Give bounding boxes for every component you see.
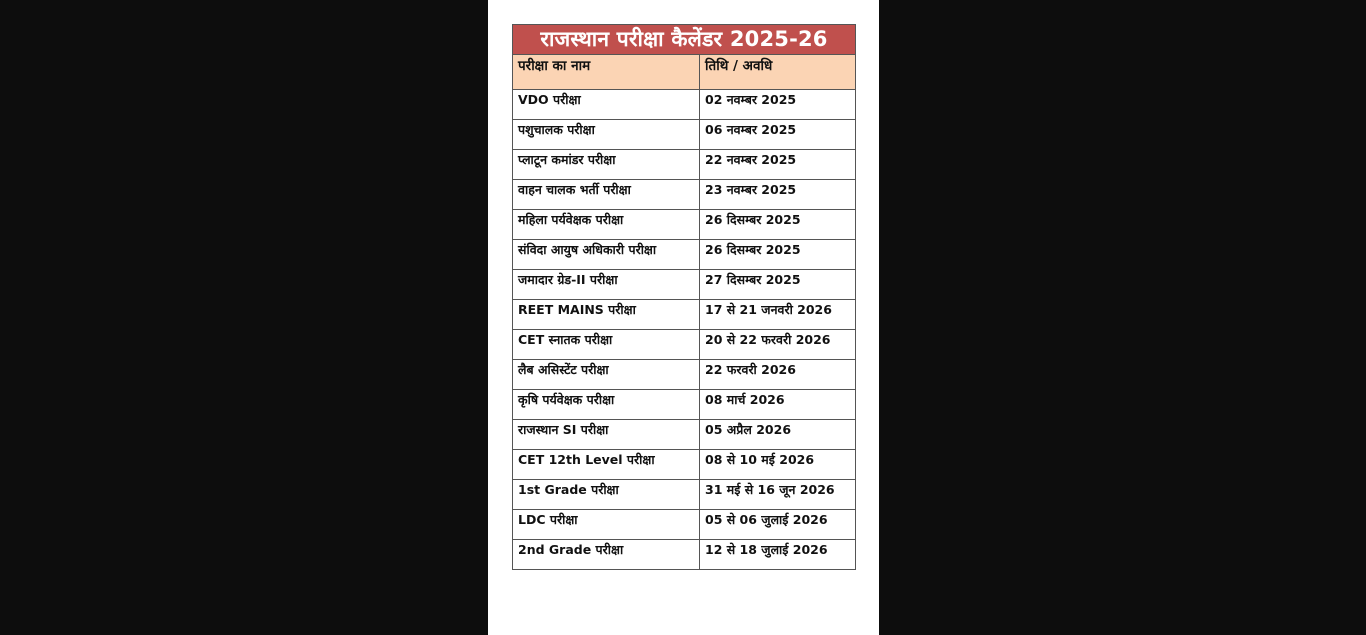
exam-date-cell: 05 अप्रैल 2026: [700, 420, 856, 450]
exam-date-cell: 23 नवम्बर 2025: [700, 180, 856, 210]
header-date: तिथि / अवधि: [700, 55, 856, 90]
exam-name-cell: कृषि पर्यवेक्षक परीक्षा: [513, 390, 700, 420]
table-row: [513, 180, 856, 210]
exam-name-cell: LDC परीक्षा: [513, 510, 700, 540]
exam-name-cell: राजस्थान SI परीक्षा: [513, 420, 700, 450]
exam-date-cell: 31 मई से 16 जून 2026: [700, 480, 856, 510]
table-row: [513, 210, 856, 240]
exam-date-cell: 26 दिसम्बर 2025: [700, 240, 856, 270]
exam-date-cell: 22 नवम्बर 2025: [700, 150, 856, 180]
exam-date-cell: 08 मार्च 2026: [700, 390, 856, 420]
title-row: [513, 25, 856, 55]
exam-date-cell: 06 नवम्बर 2025: [700, 120, 856, 150]
table-row: [513, 270, 856, 300]
table-row: [513, 480, 856, 510]
table-row: [513, 120, 856, 150]
exam-date-cell: 22 फरवरी 2026: [700, 360, 856, 390]
exam-date-cell: 26 दिसम्बर 2025: [700, 210, 856, 240]
exam-date-cell: 05 से 06 जुलाई 2026: [700, 510, 856, 540]
exam-calendar-table: [512, 24, 856, 570]
table-row: [513, 540, 856, 570]
table-row: [513, 90, 856, 120]
table-row: [513, 510, 856, 540]
exam-date-cell: 02 नवम्बर 2025: [700, 90, 856, 120]
table-row: [513, 300, 856, 330]
exam-date-cell: 17 से 21 जनवरी 2026: [700, 300, 856, 330]
exam-name-cell: पशुचालक परीक्षा: [513, 120, 700, 150]
exam-name-cell: 2nd Grade परीक्षा: [513, 540, 700, 570]
exam-date-cell: 20 से 22 फरवरी 2026: [700, 330, 856, 360]
table-row: [513, 360, 856, 390]
table-title: राजस्थान परीक्षा कैलेंडर 2025-26: [513, 25, 856, 55]
exam-date-cell: 12 से 18 जुलाई 2026: [700, 540, 856, 570]
exam-date-cell: 27 दिसम्बर 2025: [700, 270, 856, 300]
table-row: [513, 150, 856, 180]
exam-date-cell: 08 से 10 मई 2026: [700, 450, 856, 480]
exam-name-cell: संविदा आयुष अधिकारी परीक्षा: [513, 240, 700, 270]
table-row: [513, 450, 856, 480]
table-row: [513, 390, 856, 420]
exam-name-cell: जमादार ग्रेड-II परीक्षा: [513, 270, 700, 300]
table-row: [513, 330, 856, 360]
exam-name-cell: VDO परीक्षा: [513, 90, 700, 120]
exam-name-cell: लैब असिस्टेंट परीक्षा: [513, 360, 700, 390]
table-row: [513, 240, 856, 270]
header-exam-name: परीक्षा का नाम: [513, 55, 700, 90]
exam-name-cell: वाहन चालक भर्ती परीक्षा: [513, 180, 700, 210]
exam-name-cell: प्लाटून कमांडर परीक्षा: [513, 150, 700, 180]
exam-name-cell: 1st Grade परीक्षा: [513, 480, 700, 510]
header-row: [513, 55, 856, 90]
table-row: [513, 420, 856, 450]
document-page: [488, 0, 879, 635]
exam-name-cell: CET स्नातक परीक्षा: [513, 330, 700, 360]
exam-name-cell: CET 12th Level परीक्षा: [513, 450, 700, 480]
exam-name-cell: महिला पर्यवेक्षक परीक्षा: [513, 210, 700, 240]
exam-name-cell: REET MAINS परीक्षा: [513, 300, 700, 330]
